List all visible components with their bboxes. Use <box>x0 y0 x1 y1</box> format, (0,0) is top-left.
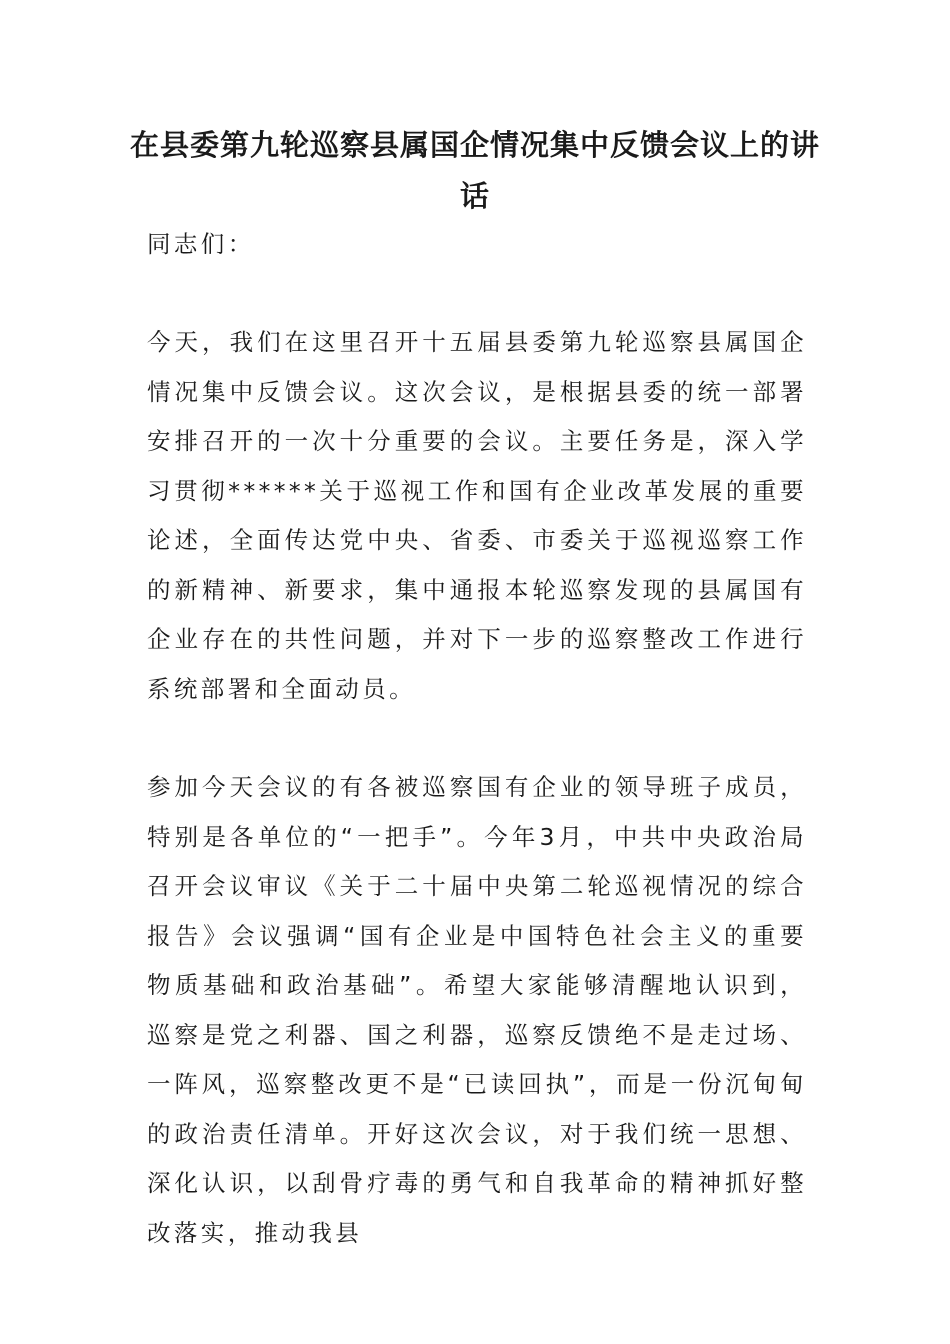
paragraph: 今天，我们在这里召开十五届县委第九轮巡察县属国企情况集中反馈会议。这次会议，是根据县委的统一部署安排召开的一次十分重要的会议。主要任务是，深入学习贯彻******关于巡视工作和国有企业改革发展的重要论述，全面传达党中央、省委、市委关于巡视巡察工作的新精神、新要求，集中通报本轮巡察发现的县属国有企业存在的共性问题，并对下一步的巡察整改工作进行系统部署和全面动员。 <box>147 328 807 703</box>
paragraph: 参加今天会议的有各被巡察国有企业的领导班子成员，特别是各单位的“一把手”。今年3月，中共中央政治局召开会议审议《关于二十届中央第二轮巡视情况的综合报告》会议强调“国有企业是中国特色社会主义的重要物质基础和政治基础”。希望大家能够清醒地认识到，巡察是党之利器、国之利器，巡察反馈绝不是走过场、一阵风，巡察整改更不是“已读回执”，而是一份沉甸甸的政治责任清单。开好这次会议，对于我们统一思想、深化认识，以刮骨疗毒的勇气和自我革命的精神抓好整改落实，推动我县 <box>147 773 807 1247</box>
salutation: 同志们： <box>147 230 255 258</box>
document-title: 在县委第九轮巡察县属国企情况集中反馈会议上的讲话 <box>130 128 821 213</box>
